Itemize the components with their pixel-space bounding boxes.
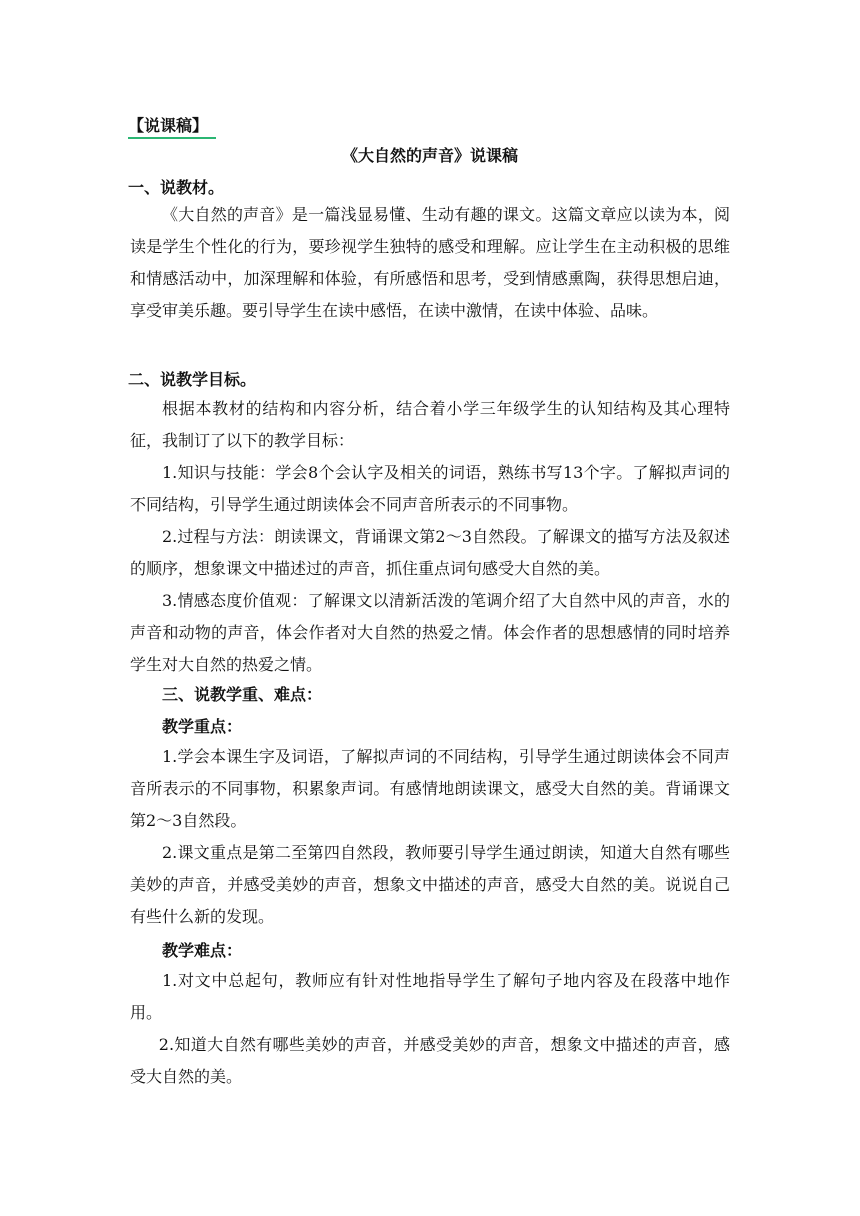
section-3-body-1 xyxy=(130,741,730,933)
section-2-heading: 二、说教学目标。 xyxy=(128,370,257,389)
section-1-body xyxy=(130,199,730,327)
difficulties-paragraph-1: 1.对文中总起句，教师应有针对性地指导学生了解句子地内容及在段落中地作用。 xyxy=(130,971,730,1022)
key-points-paragraph-2: 2.课文重点是第二至第四自然段，教师要引导学生通过朗读，知道大自然有哪些美妙的声音，并感受美妙的声音，想象文中描述的声音，感受大自然的美。说说自己有些什么新的发现。 xyxy=(130,843,730,926)
tag-underline xyxy=(128,137,216,139)
key-points-heading: 教学重点： xyxy=(162,717,243,736)
difficulties-heading: 教学难点： xyxy=(162,941,243,960)
section-3-sub-1 xyxy=(130,716,730,738)
section-2-paragraph-1: 根据本教材的结构和内容分析，结合着小学三年级学生的认知结构及其心理特征，我制订了以下的教学目标： xyxy=(130,399,730,450)
section-3-body-2 xyxy=(130,965,730,1093)
section-3 xyxy=(130,684,730,706)
key-points-paragraph-1: 1.学会本课生字及词语，了解拟声词的不同结构，引导学生通过朗读体会不同声音所表示的不同事物，积累象声词。有感情地朗读课文，感受大自然的美。背诵课文第2～3自然段。 xyxy=(130,747,730,830)
section-1 xyxy=(130,177,730,199)
document-title: 《大自然的声音》说课稿 xyxy=(341,146,518,165)
section-1-paragraph-1: 《大自然的声音》是一篇浅显易懂、生动有趣的课文。这篇文章应以读为本，阅读是学生个性化的行为，要珍视学生独特的感受和理解。应让学生在主动积极的思维和情感活动中，加深理解和体验，有所感悟和思考，受到情感熏陶，获得思想启迪，享受审美乐趣。要引导学生在读中感悟，在读中激情，在读中体验、品味。 xyxy=(130,205,730,320)
section-2-paragraph-4: 3.情感态度价值观：了解课文以清新活泼的笔调介绍了大自然中风的声音，水的声音和动物的声音，体会作者对大自然的热爱之情。体会作者的思想感情的同时培养学生对大自然的热爱之情。 xyxy=(130,591,730,674)
section-3-sub-2 xyxy=(130,940,730,962)
section-2-paragraph-2: 1.知识与技能：学会8个会认字及相关的词语，熟练书写13个字。了解拟声词的不同结构，引导学生通过朗读体会不同声音所表示的不同事物。 xyxy=(130,463,730,514)
section-1-heading: 一、说教材。 xyxy=(128,178,225,197)
section-2-paragraph-3: 2.过程与方法：朗读课文，背诵课文第2～3自然段。了解课文的描写方法及叙述的顺序，想象课文中描述过的声音，抓住重点词句感受大自然的美。 xyxy=(130,527,730,578)
section-3-heading: 三、说教学重、难点： xyxy=(162,685,323,704)
section-2 xyxy=(130,369,730,391)
section-2-body xyxy=(130,393,730,681)
section-tag: 【说课稿】 xyxy=(128,116,209,135)
difficulties-paragraph-2: 2.知道大自然有哪些美妙的声音，并感受美妙的声音，想象文中描述的声音，感受大自然的美。 xyxy=(130,1035,730,1086)
